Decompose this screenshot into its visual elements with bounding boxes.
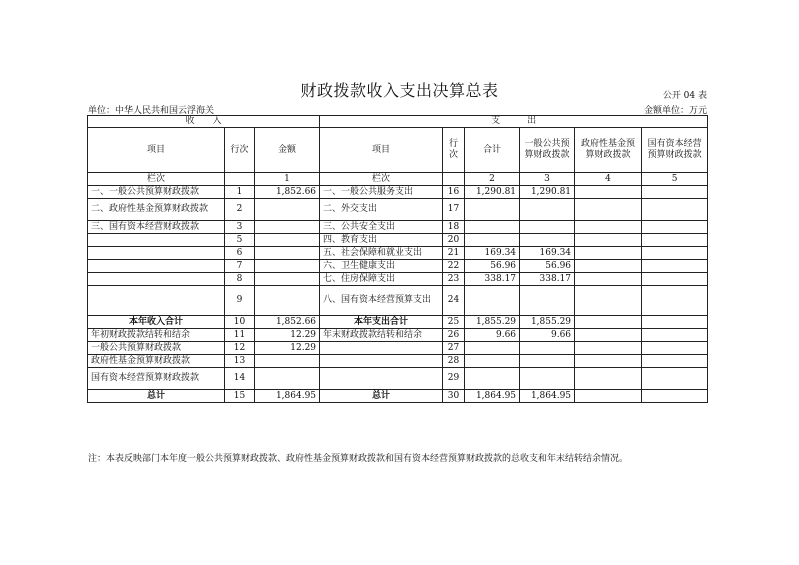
cell-inc-amt — [255, 273, 320, 286]
cell-exp-no: 23 — [443, 273, 465, 286]
table-row — [88, 329, 708, 342]
cell-exp-no: 21 — [443, 247, 465, 260]
cell-exp-state — [642, 247, 708, 260]
cell-inc-no: 5 — [225, 234, 255, 247]
form-number: 公开 04 表 — [662, 91, 707, 101]
cell-exp-general — [520, 221, 575, 234]
cell-exp-general: 1,855.29 — [520, 316, 575, 329]
cell-exp-total: 1,864.95 — [465, 390, 520, 403]
cell-inc-no: 6 — [225, 247, 255, 260]
cell-exp-general: 338.17 — [520, 273, 575, 286]
cell-exp-state — [642, 355, 708, 368]
cell-exp-no: 22 — [443, 260, 465, 273]
cell-exp-total — [465, 342, 520, 355]
column-index-2: 2 — [465, 173, 520, 186]
column-index-1: 1 — [255, 173, 320, 186]
income-group-header: 收 入 — [88, 116, 320, 128]
cell-exp-state — [642, 368, 708, 390]
cell-exp-general: 169.34 — [520, 247, 575, 260]
cell-exp-total: 1,855.29 — [465, 316, 520, 329]
cell-inc-amt: 12.29 — [255, 329, 320, 342]
cell-exp-no: 28 — [443, 355, 465, 368]
cell-exp-general: 9.66 — [520, 329, 575, 342]
cell-inc-no: 9 — [225, 286, 255, 316]
cell-inc-no: 2 — [225, 199, 255, 221]
cell-exp-state — [642, 260, 708, 273]
expense-line-no-header: 行次 — [443, 128, 465, 173]
column-header-row — [88, 128, 708, 173]
column-index-row — [88, 173, 708, 186]
cell-exp-total: 9.66 — [465, 329, 520, 342]
column-index-label-left: 栏次 — [88, 173, 225, 186]
cell-exp-gov — [575, 186, 642, 199]
cell-inc-amt: 1,852.66 — [255, 316, 320, 329]
cell-exp-state — [642, 199, 708, 221]
cell-exp-total — [465, 368, 520, 390]
cell-exp-item: 年末财政拨款结转和结余 — [320, 329, 443, 342]
cell-exp-gov — [575, 355, 642, 368]
cell-inc-no: 12 — [225, 342, 255, 355]
column-index-4: 4 — [575, 173, 642, 186]
cell-exp-item: 总计 — [320, 390, 443, 403]
table-row — [88, 342, 708, 355]
cell-exp-state — [642, 273, 708, 286]
cell-exp-no: 27 — [443, 342, 465, 355]
cell-exp-item: 五、社会保障和就业支出 — [320, 247, 443, 260]
cell-exp-item: 本年支出合计 — [320, 316, 443, 329]
cell-inc-amt — [255, 199, 320, 221]
cell-exp-state — [642, 390, 708, 403]
cell-exp-general: 56.96 — [520, 260, 575, 273]
cell-exp-gov — [575, 286, 642, 316]
cell-inc-amt: 12.29 — [255, 342, 320, 355]
cell-inc-item: 年初财政拨款结转和结余 — [88, 329, 225, 342]
cell-exp-item: 八、国有资本经营预算支出 — [320, 286, 443, 316]
cell-exp-general — [520, 234, 575, 247]
cell-exp-total: 56.96 — [465, 260, 520, 273]
table-row — [88, 286, 708, 316]
cell-inc-amt — [255, 355, 320, 368]
cell-exp-total — [465, 221, 520, 234]
table-row — [88, 355, 708, 368]
cell-inc-item: 政府性基金预算财政拨款 — [88, 355, 225, 368]
footnote: 注：本表反映部门本年度一般公共预算财政拨款、政府性基金预算财政拨款和国有资本经营预算财政拨款的总收支和年末结转结余情况。 — [88, 454, 629, 464]
cell-inc-no: 7 — [225, 260, 255, 273]
cell-exp-gov — [575, 221, 642, 234]
table-row — [88, 368, 708, 390]
cell-inc-amt — [255, 234, 320, 247]
general-budget-header: 一般公共预算财政拨款 — [520, 128, 575, 173]
cell-inc-item: 一、一般公共预算财政拨款 — [88, 186, 225, 199]
cell-exp-no: 17 — [443, 199, 465, 221]
cell-exp-total — [465, 286, 520, 316]
cell-exp-general: 1,864.95 — [520, 390, 575, 403]
cell-exp-general — [520, 342, 575, 355]
cell-exp-general — [520, 368, 575, 390]
cell-exp-item: 一、一般公共服务支出 — [320, 186, 443, 199]
cell-exp-item: 四、教育支出 — [320, 234, 443, 247]
cell-inc-item — [88, 273, 225, 286]
page-title: 财政拨款收入支出决算总表 — [300, 81, 499, 100]
cell-exp-total: 169.34 — [465, 247, 520, 260]
cell-inc-no: 1 — [225, 186, 255, 199]
cell-inc-amt — [255, 221, 320, 234]
expense-item-header: 项目 — [320, 128, 443, 173]
cell-inc-item: 一般公共预算财政拨款 — [88, 342, 225, 355]
cell-exp-state — [642, 316, 708, 329]
cell-inc-item: 本年收入合计 — [88, 316, 225, 329]
gov-fund-header: 政府性基金预算财政拨款 — [575, 128, 642, 173]
budget-table — [87, 115, 708, 403]
cell-inc-amt: 1,852.66 — [255, 186, 320, 199]
cell-exp-state — [642, 329, 708, 342]
cell-exp-no: 26 — [443, 329, 465, 342]
cell-exp-item: 七、住房保障支出 — [320, 273, 443, 286]
cell-exp-no: 25 — [443, 316, 465, 329]
cell-inc-item: 总计 — [88, 390, 225, 403]
income-item-header: 项目 — [88, 128, 225, 173]
table-row — [88, 390, 708, 403]
cell-inc-no: 14 — [225, 368, 255, 390]
table-row — [88, 316, 708, 329]
cell-exp-item: 二、外交支出 — [320, 199, 443, 221]
money-unit-label: 金额单位：万元 — [643, 106, 707, 116]
cell-exp-general — [520, 199, 575, 221]
cell-exp-item — [320, 342, 443, 355]
cell-exp-gov — [575, 199, 642, 221]
cell-exp-no: 30 — [443, 390, 465, 403]
table-row — [88, 260, 708, 273]
column-index-3: 3 — [520, 173, 575, 186]
cell-exp-gov — [575, 390, 642, 403]
cell-exp-no: 18 — [443, 221, 465, 234]
cell-exp-gov — [575, 316, 642, 329]
cell-exp-total — [465, 234, 520, 247]
income-line-no-header: 行次 — [225, 128, 255, 173]
cell-inc-no: 3 — [225, 221, 255, 234]
group-header-row — [88, 116, 708, 128]
income-amount-header: 金额 — [255, 128, 320, 173]
table-row — [88, 234, 708, 247]
cell-exp-item: 三、公共安全支出 — [320, 221, 443, 234]
cell-inc-amt — [255, 286, 320, 316]
cell-exp-total: 1,290.81 — [465, 186, 520, 199]
cell-exp-no: 29 — [443, 368, 465, 390]
cell-exp-gov — [575, 234, 642, 247]
state-capital-header: 国有资本经营预算财政拨款 — [642, 128, 708, 173]
cell-exp-total — [465, 199, 520, 221]
column-index-label-right: 栏次 — [320, 173, 443, 186]
cell-inc-item — [88, 260, 225, 273]
cell-exp-no: 16 — [443, 186, 465, 199]
cell-exp-state — [642, 186, 708, 199]
table-row — [88, 199, 708, 221]
cell-inc-item: 二、政府性基金预算财政拨款 — [88, 199, 225, 221]
cell-inc-no: 10 — [225, 316, 255, 329]
expense-total-header: 合计 — [465, 128, 520, 173]
cell-exp-state — [642, 342, 708, 355]
cell-inc-item — [88, 247, 225, 260]
cell-inc-item: 国有资本经营预算财政拨款 — [88, 368, 225, 390]
table-row — [88, 247, 708, 260]
table-row — [88, 186, 708, 199]
cell-exp-general — [520, 355, 575, 368]
cell-exp-gov — [575, 273, 642, 286]
cell-inc-amt — [255, 260, 320, 273]
cell-inc-no: 15 — [225, 390, 255, 403]
cell-inc-no: 8 — [225, 273, 255, 286]
cell-exp-general — [520, 286, 575, 316]
cell-exp-total: 338.17 — [465, 273, 520, 286]
cell-inc-item — [88, 286, 225, 316]
cell-exp-item — [320, 355, 443, 368]
cell-exp-item: 六、卫生健康支出 — [320, 260, 443, 273]
cell-exp-no: 20 — [443, 234, 465, 247]
cell-exp-gov — [575, 247, 642, 260]
cell-exp-gov — [575, 342, 642, 355]
cell-exp-general: 1,290.81 — [520, 186, 575, 199]
cell-exp-state — [642, 234, 708, 247]
cell-inc-item — [88, 234, 225, 247]
cell-exp-gov — [575, 368, 642, 390]
cell-inc-amt — [255, 247, 320, 260]
cell-exp-total — [465, 355, 520, 368]
cell-exp-no: 24 — [443, 286, 465, 316]
table-row — [88, 221, 708, 234]
table-row — [88, 273, 708, 286]
expense-group-header: 支 出 — [320, 116, 708, 128]
cell-inc-amt — [255, 368, 320, 390]
cell-inc-no: 11 — [225, 329, 255, 342]
column-index-5: 5 — [642, 173, 708, 186]
cell-inc-item: 三、国有资本经营财政拨款 — [88, 221, 225, 234]
cell-exp-gov — [575, 260, 642, 273]
cell-exp-state — [642, 221, 708, 234]
cell-exp-item — [320, 368, 443, 390]
cell-exp-gov — [575, 329, 642, 342]
cell-inc-amt: 1,864.95 — [255, 390, 320, 403]
cell-exp-state — [642, 286, 708, 316]
unit-label: 单位：中华人民共和国云浮海关 — [88, 106, 215, 116]
cell-inc-no: 13 — [225, 355, 255, 368]
